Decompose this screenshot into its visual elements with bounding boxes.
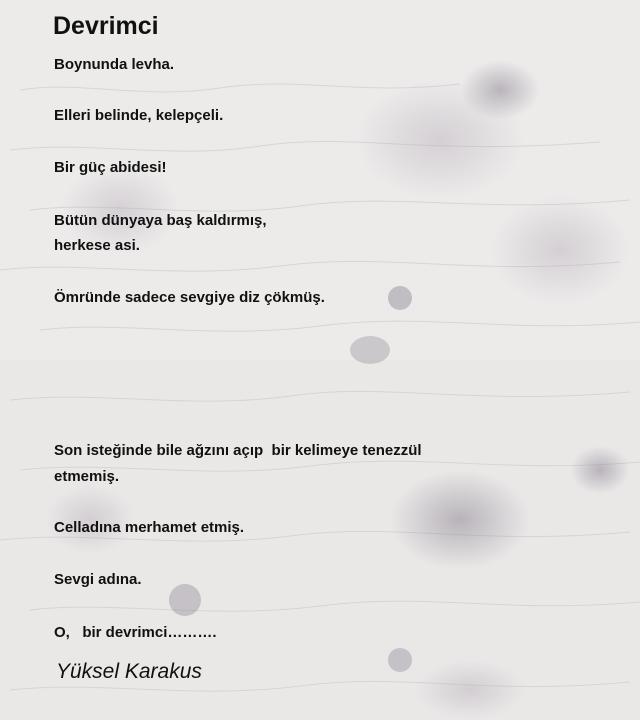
- poem-line-6: Ömründe sadece sevgiye diz çökmüş.: [54, 289, 325, 306]
- poem-line-1: Boynunda levha.: [54, 56, 175, 73]
- poem-line-8: etmemiş.: [54, 468, 120, 485]
- poem-line-5: herkese asi.: [54, 237, 140, 254]
- poem-line-11: O, bir devrimci……….: [54, 624, 217, 641]
- poem-line-9: Celladına merhamet etmiş.: [54, 519, 245, 536]
- poem-line-7: Son isteğinde bile ağzını açıp bir kelimeye tenezzül: [54, 442, 422, 459]
- poem-line-10: Sevgi adına.: [54, 571, 142, 588]
- poem-author: Yüksel Karakus: [56, 660, 202, 683]
- poem-line-2: Elleri belinde, kelepçeli.: [54, 107, 224, 124]
- poem-line-3: Bir güç abidesi!: [54, 159, 167, 176]
- poem-title: Devrimci: [53, 12, 159, 40]
- poem-line-4: Bütün dünyaya baş kaldırmış,: [54, 212, 267, 229]
